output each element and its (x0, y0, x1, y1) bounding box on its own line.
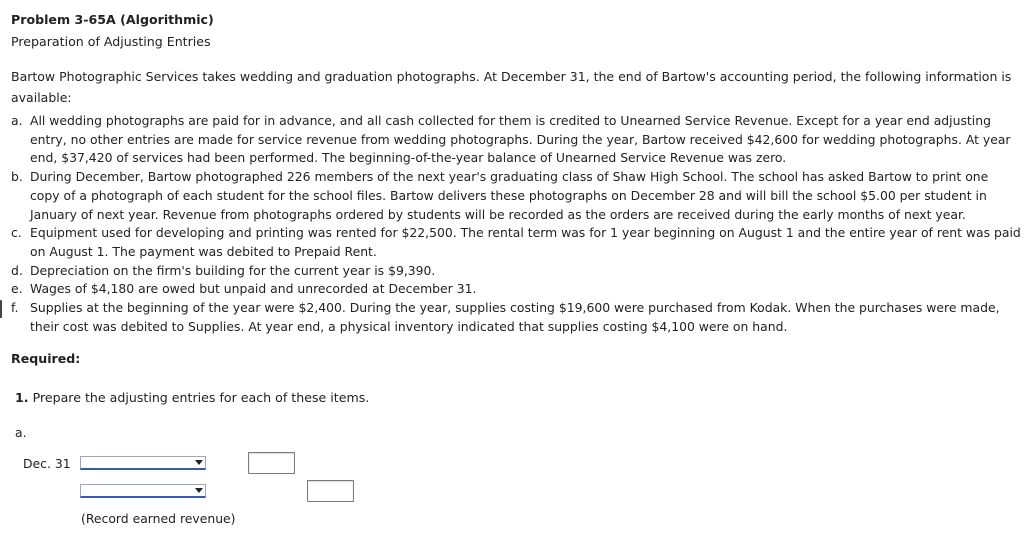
item-text: During December, Bartow photographed 226 members of the next year's graduating class of Shaw High School. The school has asked Bartow to print one copy of a photograph of each student for the school files. Bartow delivers these photographs on December 28 and will bill the school $5.00 per student in January of next year. Revenue from photographs ordered by students will be recorded as the orders are received during the early months of next year. (30, 169, 989, 222)
list-item (11, 280, 1021, 299)
item-letter: b. (11, 169, 23, 185)
item-text: Wages of $4,180 are owed but unpaid and unrecorded at December 31. (30, 281, 477, 297)
list-item (11, 299, 1021, 336)
item-text: Supplies at the beginning of the year were $2,400. During the year, supplies costing $19,600 were purchased from Kodak. When the purchases were made, their cost was debited to Supplies. At year end, a physical inventory indicated that supplies costing $4,100 were on hand. (30, 300, 1000, 334)
problem-intro: Bartow Photographic Services takes wedding and graduation photographs. At December 31, the end of Bartow's accounting period, the following information is available: (11, 69, 1012, 105)
list-item (11, 224, 1021, 261)
list-item (11, 262, 1021, 281)
chevron-down-icon (195, 460, 203, 465)
margin-bracket-mark (0, 300, 6, 318)
debit-amount-input[interactable] (248, 452, 295, 474)
item-letter: a. (11, 113, 23, 128)
list-item (11, 112, 1021, 168)
credit-amount-input[interactable] (307, 480, 354, 502)
information-list (11, 112, 1021, 336)
entry-date: Dec. 31 (23, 456, 71, 471)
problem-title: Problem 3-65A (Algorithmic) (11, 12, 214, 27)
list-item (11, 168, 1021, 224)
account-select-debit[interactable] (80, 456, 206, 470)
entry-part-label: a. (15, 425, 27, 440)
question-prompt (15, 390, 369, 405)
chevron-down-icon (195, 488, 203, 493)
entry-note: (Record earned revenue) (81, 511, 236, 526)
item-letter: e. (11, 281, 23, 297)
item-text: Depreciation on the firm's building for the current year is $9,390. (30, 262, 436, 278)
item-letter: c. (11, 225, 22, 241)
item-letter: f. (11, 300, 19, 316)
problem-subtitle: Preparation of Adjusting Entries (11, 34, 211, 49)
question-number: 1. (15, 390, 29, 405)
account-select-credit[interactable] (80, 484, 206, 498)
item-letter: d. (11, 262, 23, 278)
item-text: Equipment used for developing and printing was rented for $22,500. The rental term was for 1 year beginning on August 1 and the entire year of rent was paid on August 1. The payment was debited to Prepaid Rent. (30, 225, 1021, 259)
item-text: All wedding photographs are paid for in advance, and all cash collected for them is credited to Unearned Service Revenue. Except for a year end adjusting entry, no other entries are made for service revenue from wedding photographs. During the year, Bartow received $42,600 for wedding photographs. At year end, $37,420 of services had been performed. The beginning-of-the-year balance of Unearned Service Revenue was zero. (30, 113, 1011, 166)
question-text: Prepare the adjusting entries for each of these items. (32, 390, 370, 405)
required-heading: Required: (11, 351, 81, 366)
